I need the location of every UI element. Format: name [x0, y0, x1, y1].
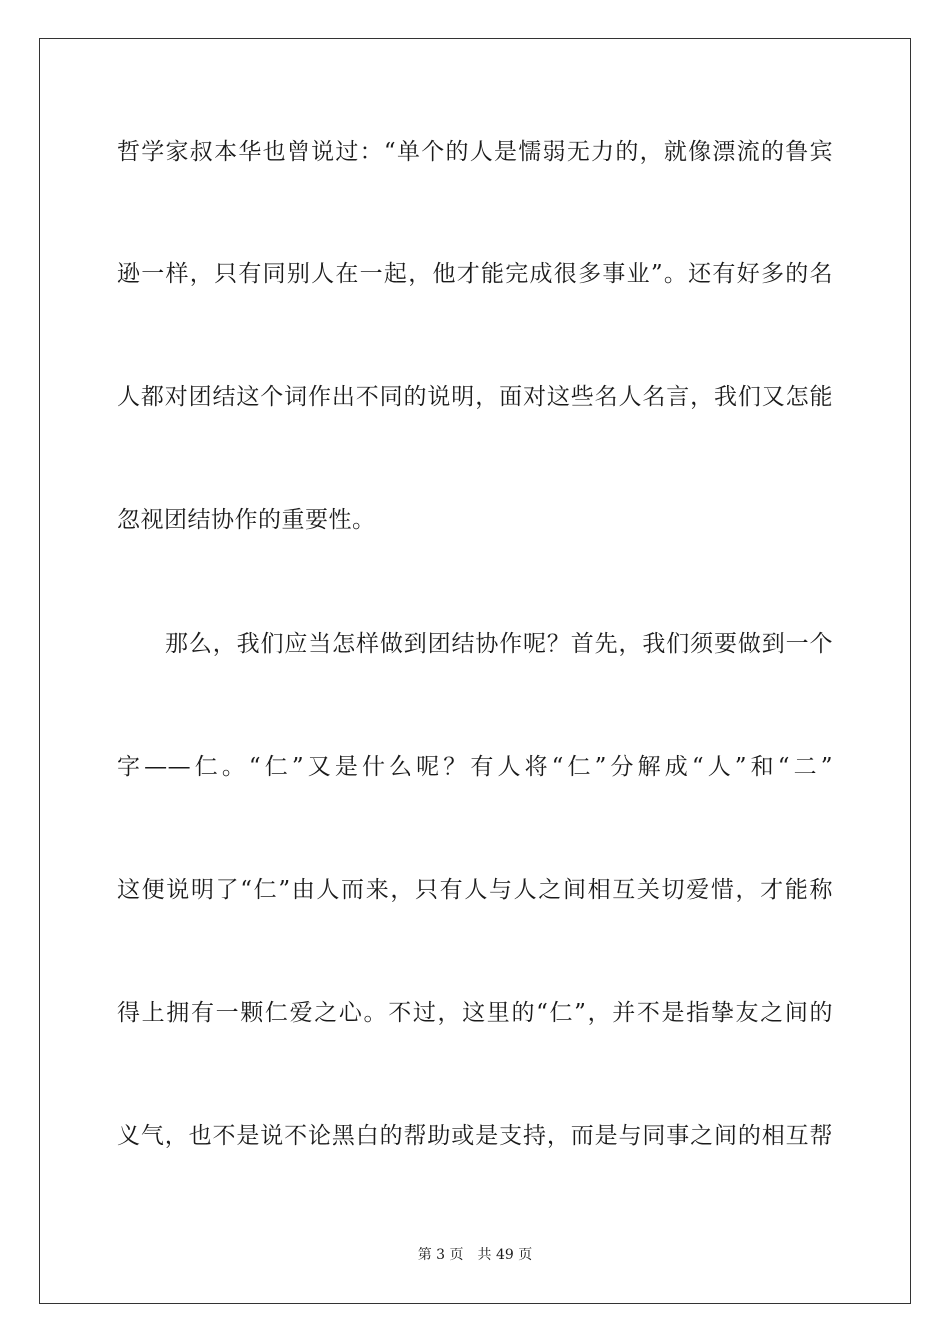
text-line-5: 那么，我们应当怎样做到团结协作呢？首先，我们须要做到一个 — [165, 631, 833, 657]
text-line-4: 忽视团结协作的重要性。 — [117, 507, 376, 533]
page-footer — [0, 1246, 950, 1264]
text-line-7: 这便说明了“仁”由人而来，只有人与人之间相互关切爱惜，才能称 — [117, 877, 833, 903]
text-line-6: 字——仁。“仁”又是什么呢？有人将“仁”分解成“人”和“二” — [117, 754, 833, 780]
text-line-9: 义气，也不是说不论黑白的帮助或是支持，而是与同事之间的相互帮 — [117, 1123, 833, 1149]
page-number: 第 3 页 — [417, 1247, 464, 1263]
page-total: 共 49 页 — [477, 1247, 533, 1263]
text-line-8: 得上拥有一颗仁爱之心。不过，这里的“仁”，并不是指挚友之间的 — [117, 1000, 833, 1026]
text-line-3: 人都对团结这个词作出不同的说明，面对这些名人名言，我们又怎能 — [117, 384, 833, 410]
text-line-1: 哲学家叔本华也曾说过：“单个的人是懦弱无力的，就像漂流的鲁宾 — [117, 139, 833, 165]
text-line-2: 逊一样，只有同别人在一起，他才能完成很多事业”。还有好多的名 — [117, 261, 833, 287]
page-border — [39, 38, 911, 1304]
